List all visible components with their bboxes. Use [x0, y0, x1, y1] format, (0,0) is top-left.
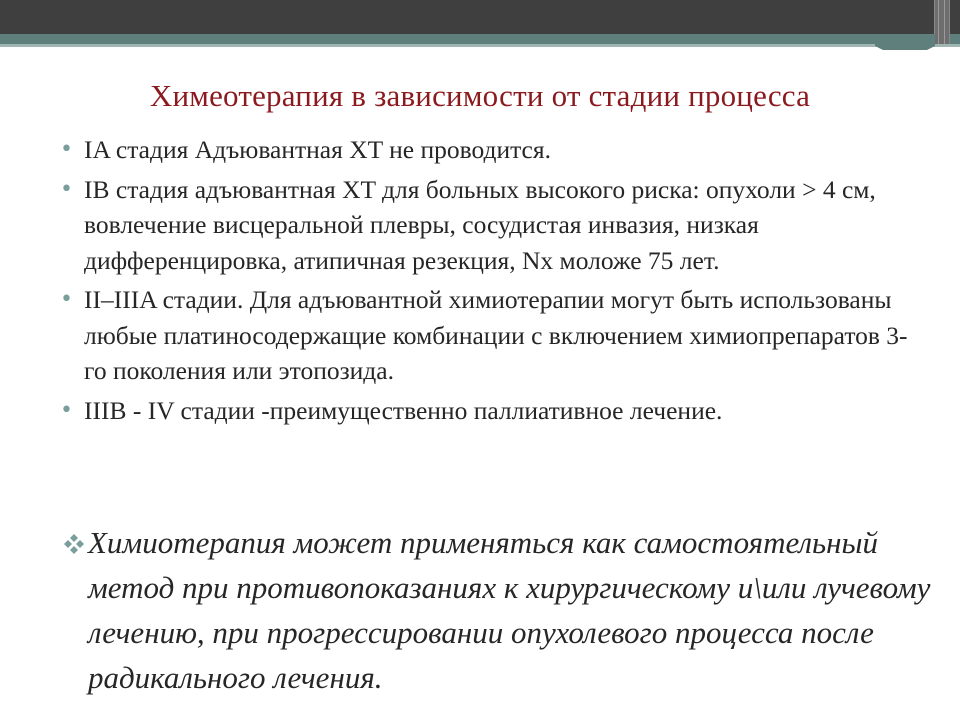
- list-item-text: IB стадия адъювантная XT для больных высокого риска: опухоли > 4 см, вовлечение висцеральной плевры, сосудистая инвазия, низкая дифференцировка, атипичная резекция, Nx моложе 75 лет.: [84, 174, 876, 275]
- diamond-cluster-icon: [62, 532, 86, 556]
- header-stripe-light: [0, 44, 960, 47]
- emphasis-paragraph: [62, 520, 948, 700]
- list-item: [60, 172, 920, 279]
- dot-icon: •: [60, 287, 73, 312]
- header-stripe: [0, 34, 960, 44]
- emphasis-text: Химиотерапия может применяться как самостоятельный метод при противопоказаниях к хирургическому и\или лучевому лечению, при прогрессировании опухолевого процесса после радикального лечения.: [88, 525, 931, 695]
- list-item: [60, 282, 920, 389]
- corner-tab: [934, 0, 950, 44]
- dot-icon: •: [60, 397, 73, 423]
- list-item: [60, 132, 920, 168]
- bullet-list: [60, 132, 920, 432]
- dot-icon: •: [60, 176, 73, 202]
- dot-icon: •: [60, 137, 73, 162]
- list-item: [60, 393, 920, 429]
- list-item-text: IIIB - IV стадии -преимущественно паллиативное лечение.: [84, 395, 723, 425]
- slide-title: Химеотерапия в зависимости от стадии процесса: [149, 78, 811, 113]
- corner-ribbon: [875, 34, 935, 50]
- list-item-text: IA стадия Адъювантная XT не проводится.: [84, 135, 551, 164]
- list-item-text: II–IIIA стадии. Для адъювантной химиотерапии могут быть использованы любые платиносодержащие комбинации с включением химиопрепаратов 3-го поколения или этопозида.: [84, 285, 908, 385]
- header-bar: [0, 0, 960, 34]
